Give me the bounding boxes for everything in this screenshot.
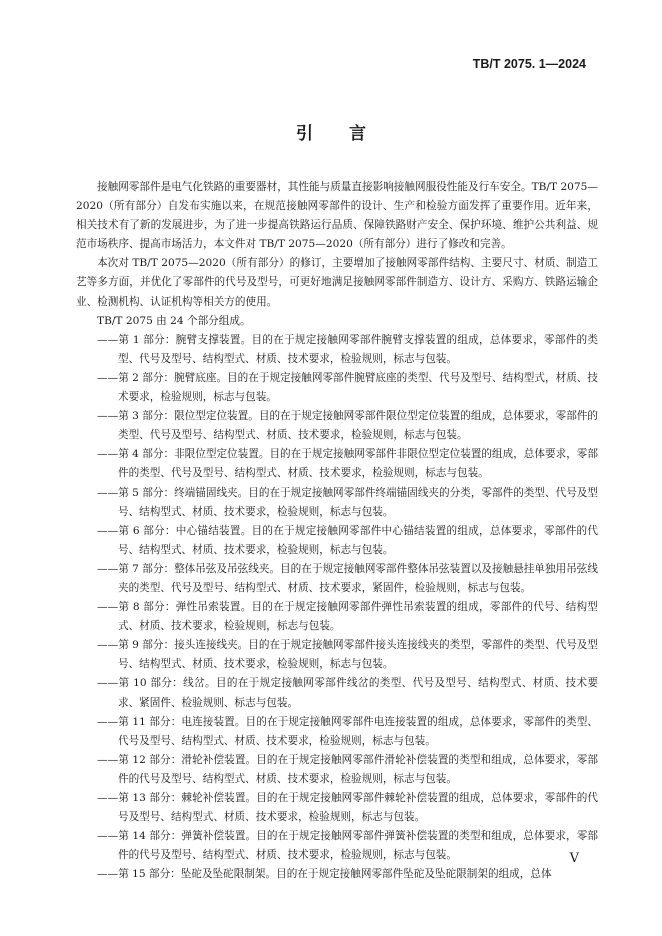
- part-item: ——第 6 部分：中心锚结装置。目的在于规定接触网零部件中心锚结装置的组成，总体要求，零部件的代号、结构型式、材质、技术要求，检验规则，标志与包装。: [97, 524, 598, 556]
- paragraph-parts-intro: TB/T 2075 由 24 个部分组成。: [97, 314, 251, 327]
- page-number: V: [569, 851, 579, 866]
- part-item: ——第 2 部分：腕臂底座。目的在于规定接触网零部件腕臂底座的类型、代号及型号、结构型式，材质、技术要求，检验规则，标志与包装。: [97, 371, 598, 404]
- paragraph-background: 接触网零部件是电气化铁路的重要器材，其性能与质量直接影响接触网服役性能及行车安全。TB/T 2075—2020（所有部分）自发布实施以来，在规范接触网零部件的设计、生产和检验方面发挥了重要作用。近年来，相关技术有了新的发展进步，为了进一步提高铁路运行品质、保障铁路财产安全、保护环境、维护公共利益、规范市场秩序、提高市场活力，本文件对 TB/T 2075—2020（所有部分）进行了修改和完善。: [76, 181, 598, 251]
- paragraph-revision: 本次对 TB/T 2075—2020（所有部分）的修订，主要增加了接触网零部件结构、主要尺寸、材质、制造工艺等多方面，并优化了零部件的代号及型号，可更好地满足接触网零部件制造方、设计方、采购方、铁路运输企业、检测机构、认证机构等相关方的使用。: [76, 257, 598, 308]
- part-item: ——第 12 部分：滑轮补偿装置。目的在于规定接触网零部件滑轮补偿装置的类型和组成，总体要求，零部件的代号及型号、结构型式、材质、技术要求，检验规则，标志与包装。: [97, 753, 598, 785]
- part-item: ——第 1 部分：腕臂支撑装置。目的在于规定接触网零部件腕臂支撑装置的组成，总体要求，零部件的类型、代号及型号、结构型式、材质、技术要求，检验规则，标志与包装。: [97, 333, 598, 365]
- part-item: ——第 8 部分：弹性吊索装置。目的在于规定接触网零部件弹性吊索装置的组成，零部件的代号、结构型式、材质、技术要求，检验规则，标志与包装。: [97, 601, 598, 633]
- document-code-header: TB/T 2075. 1—2024: [472, 57, 586, 71]
- part-item: ——第 10 部分：线岔。目的在于规定接触网零部件线岔的类型、代号及型号、结构型式、材质、技术要求、紧固件、检验规则、标志与包装。: [97, 677, 598, 709]
- part-item: ——第 14 部分：弹簧补偿装置。目的在于规定接触网零部件弹簧补偿装置的类型和组成，总体要求，零部件的代号及型号、结构型式、材质、技术要求，检验规则，标志与包装。: [97, 830, 598, 862]
- part-item: ——第 13 部分：棘轮补偿装置。目的在于规定接触网零部件棘轮补偿装置的组成，总体要求，零部件的代号及型号、结构型式、材质、技术要求，检验规则，标志与包装。: [97, 792, 598, 824]
- part-item: ——第 7 部分：整体吊弦及吊弦线夹。目的在于规定接触网零部件整体吊弦装置以及接触悬挂单独用吊弦线夹的类型、代号及型号、结构型式、材质、技术要求，紧固件，检验规则，标志与包装。: [97, 562, 598, 594]
- part-item: ——第 15 部分：坠砣及坠砣限制架。目的在于规定接触网零部件坠砣及坠砣限制架的组成，总体: [97, 868, 552, 881]
- body-text: [76, 178, 598, 884]
- part-item: ——第 5 部分：终端锚固线夹。目的在于规定接触网零部件终端锚固线夹的分类，零部件的类型、代号及型号、结构型式、材质、技术要求，检验规则，标志与包装。: [97, 486, 598, 518]
- part-item: ——第 9 部分：接头连接线夹。目的在于规定接触网零部件接头连接线夹的类型，零部件的类型、代号及型号、结构型式、材质、技术要求，检验规则，标志与包装。: [97, 639, 598, 671]
- part-item: ——第 4 部分：非限位型定位装置。目的在于规定接触网零部件非限位型定位装置的组成，总体要求，零部件的类型、代号及型号、结构型式、材质、技术要求，检验规则，标志与包装。: [97, 448, 598, 480]
- part-item: ——第 3 部分：限位型定位装置。目的在于规定接触网零部件限位型定位装置的组成，总体要求，零部件的类型、代号及型号、结构型式、材质、技术要求，检验规则，标志与包装。: [97, 410, 598, 442]
- page-title: 引言: [296, 124, 402, 144]
- part-item: ——第 11 部分：电连接装置。目的在于规定接触网零部件电连接装置的组成，总体要求，零部件的类型、代号及型号、结构型式、材质、技术要求，检验规则，标志与包装。: [97, 715, 598, 747]
